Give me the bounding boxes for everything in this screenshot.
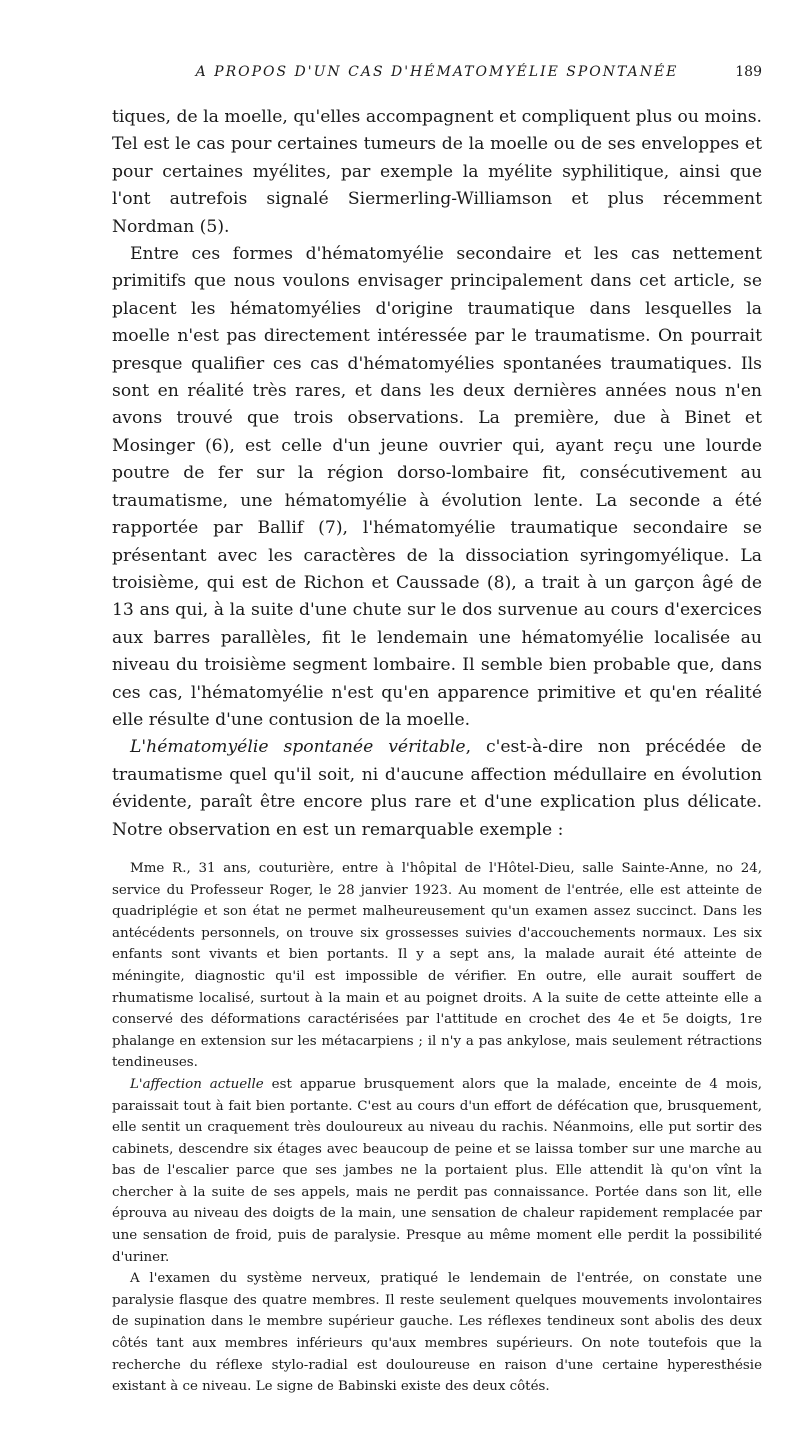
paragraph-spontaneous (112, 734, 762, 844)
main-text (112, 104, 762, 844)
page-number: 189 (735, 64, 762, 80)
case-paragraph-history: Mme R., 31 ans, couturière, entre à l'hôpital de l'Hôtel-Dieu, salle Sainte-Anne, no 24, service du Professeur Roger, le 28 janvier 1923. Au moment de l'entrée, elle est atteinte de quadriplégie et son état ne permet malheureusement qu'un examen assez succinct. Dans les antécédents personnels, on trouve six grossesses suivies d'accouchements normaux. Les six enfants sont vivants et bien portants. Il y a sept ans, la malade aurait été atteinte de méningite, diagnostic qu'il est impossible de vérifier. En outre, elle aurait souffert de rhumatisme localisé, surtout à la main et au poignet droits. A la suite de cette atteinte elle a conservé des déformations caractérisées par l'attitude en crochet des 4e et 5e doigts, 1re phalange en extension sur les métacarpiens ; il n'y a pas ankylose, mais seulement rétractions tendineuses. (112, 860, 762, 1071)
case-paragraph-onset (112, 1074, 762, 1268)
case-report (112, 858, 762, 1398)
book-page (112, 64, 762, 1398)
paragraph-continuation: tiques, de la moelle, qu'elles accompagnent et compliquent plus ou moins. Tel est le cas pour certaines tumeurs de la moelle ou de ses enveloppes et pour certaines myélites, par exemple la myélite syphilitique, ainsi que l'ont autrefois signalé Siermerling-Williamson et plus récemment Nordman (5). (112, 107, 762, 237)
case-paragraph-exam: A l'examen du système nerveux, pratiqué le lendemain de l'entrée, on constate une paralysie flasque des quatre membres. Il reste seulement quelques mouvements involontaires de supination dans le membre supérieur gauche. Les réflexes tendineux sont abolis des deux côtés tant aux membres inférieurs qu'aux membres supérieurs. On note toutefois que la recherche du réflexe stylo-radial est douloureuse en raison d'une certaine hyperesthésie existant à ce niveau. Le signe de Babinski existe des deux côtés. (112, 1271, 762, 1395)
italic-term: L'hématomyélie spontanée véritable (130, 737, 466, 758)
page-header (112, 64, 762, 90)
paragraph-traumatic-cases: Entre ces formes d'hématomyélie secondaire et les cas nettement primitifs que nous voulons envisager principalement dans cet article, se placent les hématomyélies d'origine traumatique dans lesquelles la moelle n'est pas directement intéressée par le traumatisme. On pourrait presque qualifier ces cas d'hématomyélies spontanées traumatiques. Ils sont en réalité très rares, et dans les deux dernières années nous n'en avons trouvé que trois observations. La première, due à Binet et Mosinger (6), est celle d'un jeune ouvrier qui, ayant reçu une lourde poutre de fer sur la région dorso-lombaire fit, consécutivement au traumatisme, une hématomyélie à évolution lente. La seconde a été rapportée par Ballif (7), l'hématomyélie traumatique secondaire se présentant avec les caractères de la dissociation syringomyélique. La troisième, qui est de Richon et Caussade (8), a trait à un garçon âgé de 13 ans qui, à la suite d'une chute sur le dos survenue au cours d'exercices aux barres parallèles, fit le lendemain une hématomyélie localisée au niveau du troisième segment lombaire. Il semble bien probable que, dans ces cas, l'hématomyélie n'est qu'en apparence primitive et qu'en réalité elle résulte d'une contusion de la moelle. (112, 244, 762, 730)
running-title: A PROPOS D'UN CAS D'HÉMATOMYÉLIE SPONTANÉE (195, 64, 679, 80)
italic-term-affection: L'affection actuelle (130, 1076, 264, 1092)
paragraph-spontaneous-rest: , c'est-à-dire non précédée de traumatisme quel qu'il soit, ni d'aucune affection médullaire en évolution évidente, paraît être encore plus rare et d'une explication plus délicate. Notre observation en est un remarquable exemple : (112, 737, 762, 840)
case-paragraph-onset-rest: est apparue brusquement alors que la malade, enceinte de 4 mois, paraissait tout à fait bien portante. C'est au cours d'un effort de défécation que, brusquement, elle sentit un craquement très douloureux au niveau du rachis. Néanmoins, elle put sortir des cabinets, descendre six étages avec beaucoup de peine et se laissa tomber sur une marche au bas de l'escalier parce que ses jambes ne la portaient plus. Elle attendit là qu'on vînt la chercher à la suite de ses appels, mais ne perdit pas connaissance. Portée dans son lit, elle éprouva au niveau des doigts de la main, une sensation de chaleur rapidement remplacée par une sensation de froid, puis de paralysie. Presque au même moment elle perdit la possibilité d'uriner. (112, 1076, 762, 1265)
